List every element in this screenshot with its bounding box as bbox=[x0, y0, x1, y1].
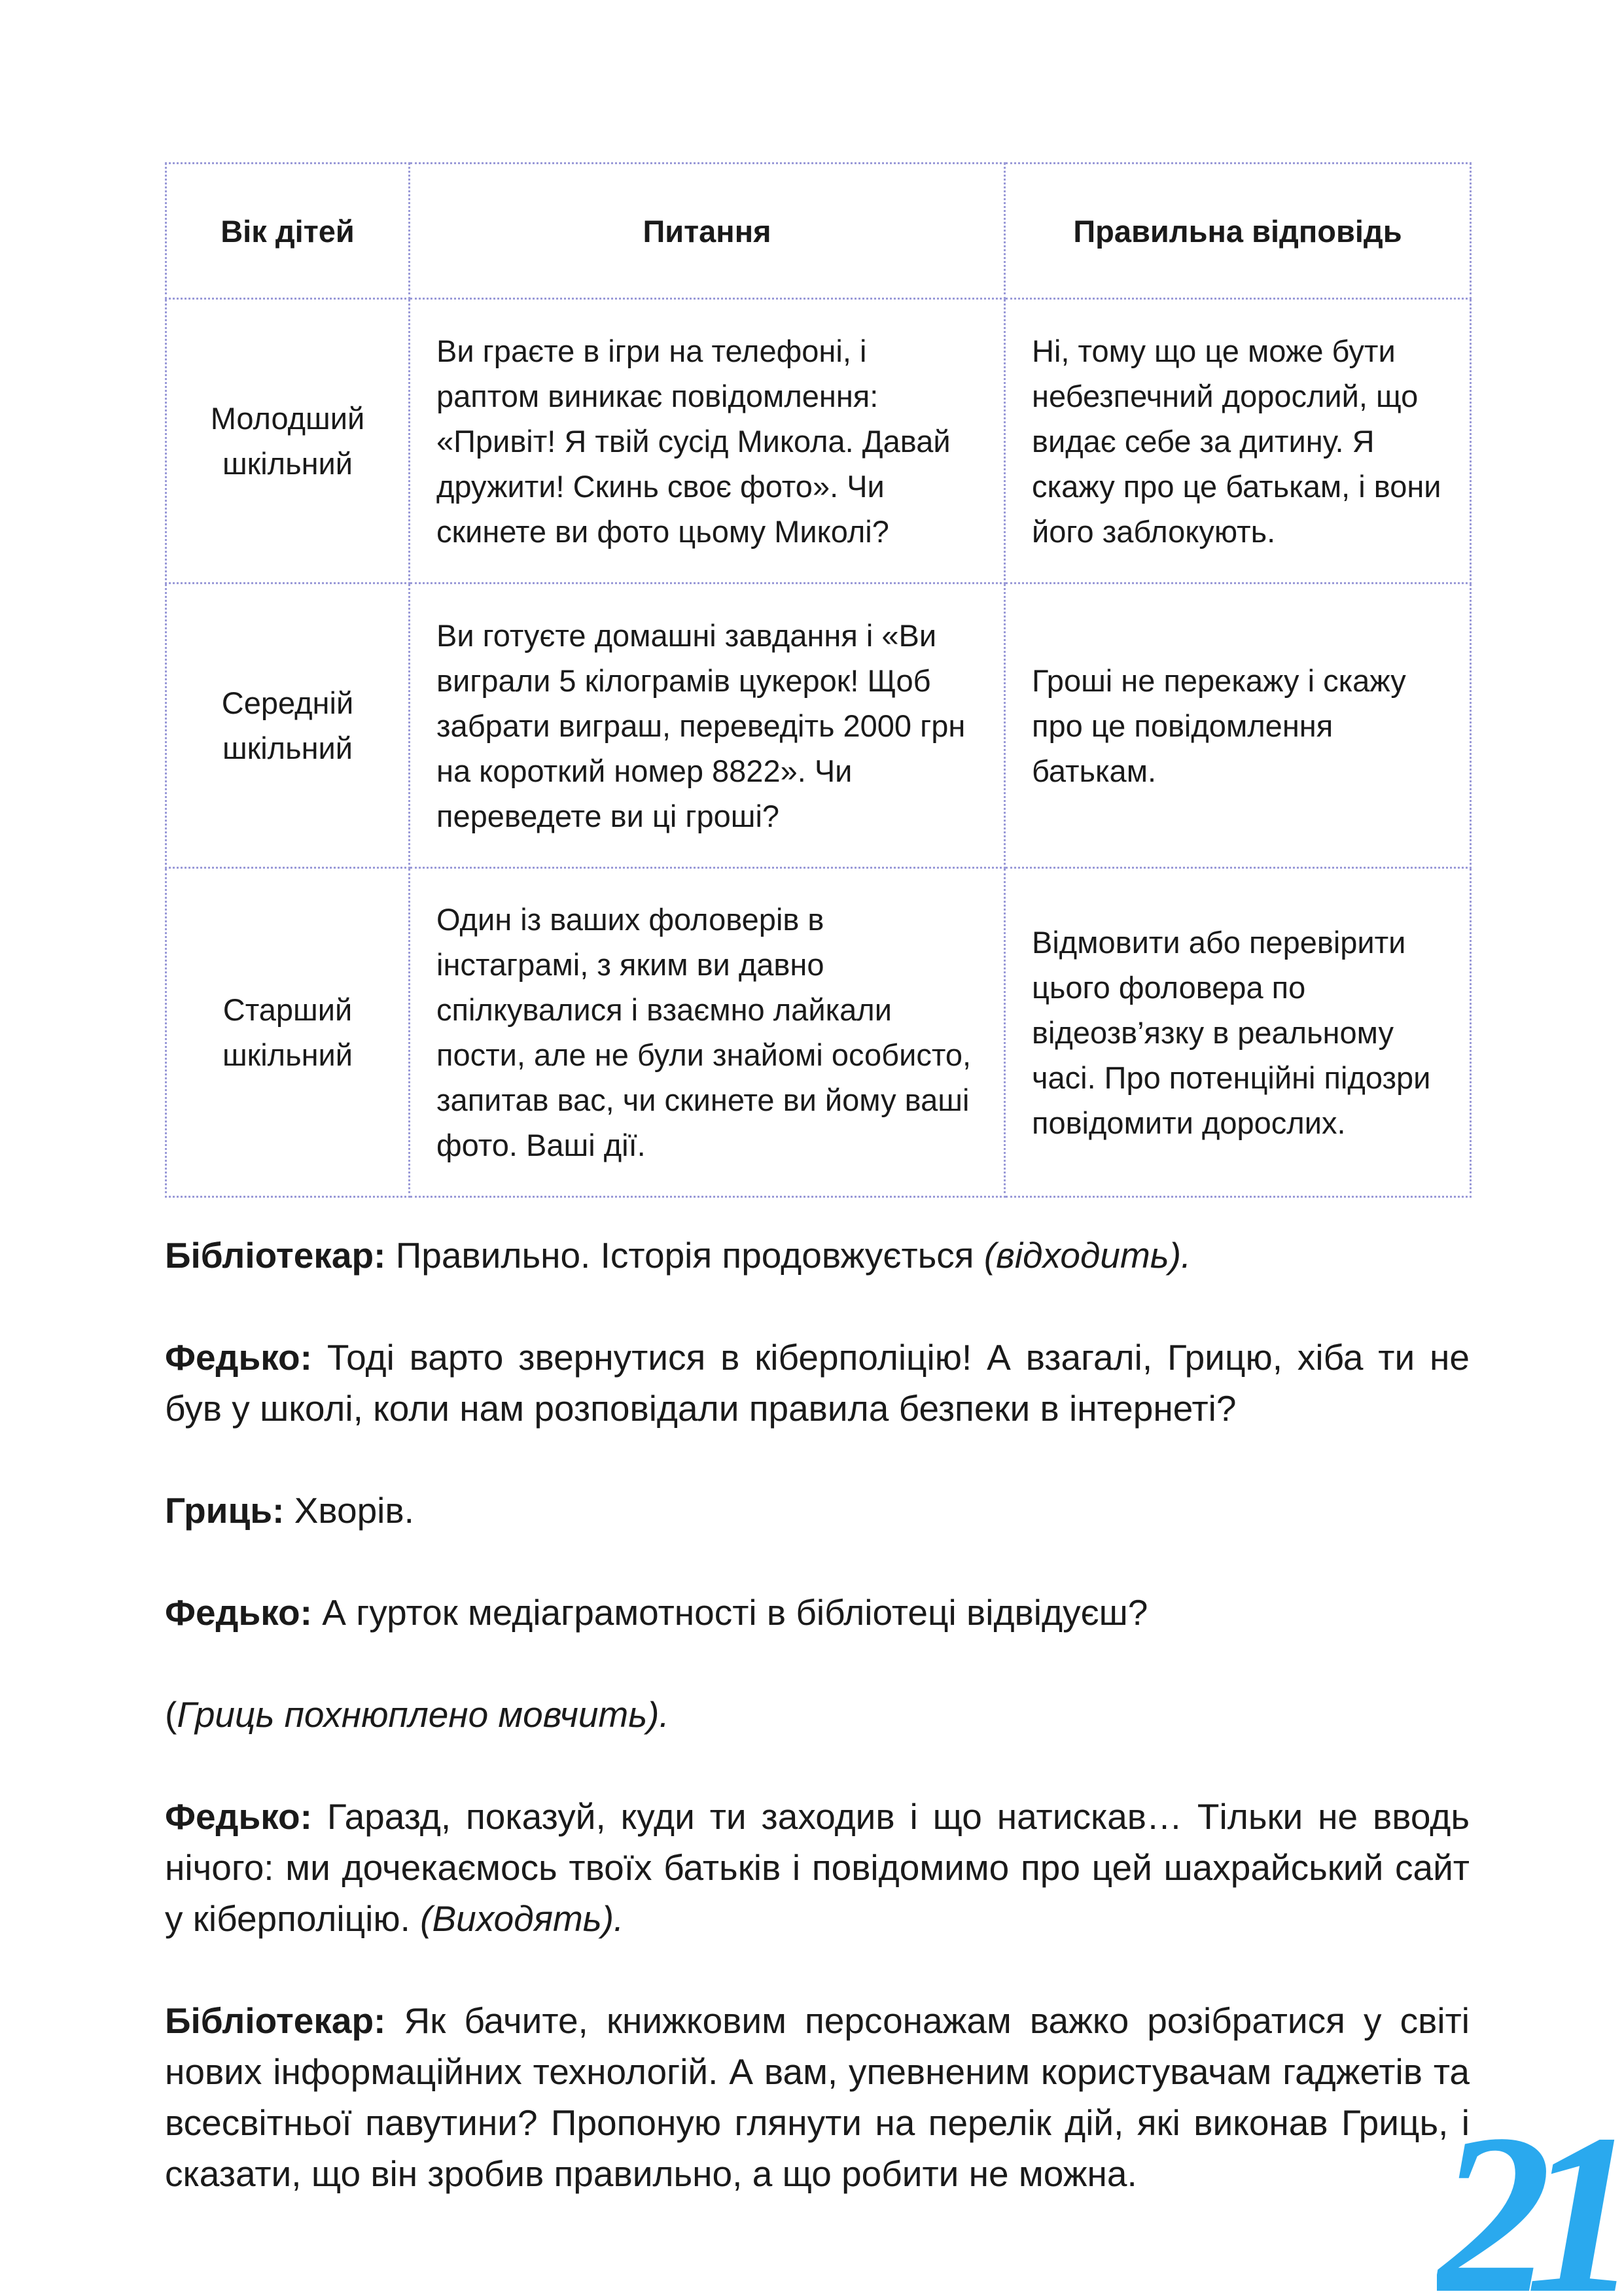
answer-cell: Відмовити або перевірити цього фоловера по відеозв’язку в реальному часі. Про потенційні підозри повідомити дорослих. bbox=[1005, 868, 1471, 1197]
dialogue-line bbox=[165, 1230, 1470, 1281]
age-cell bbox=[166, 583, 410, 868]
table-row bbox=[166, 299, 1471, 583]
header-age: Вік дітей bbox=[166, 164, 410, 299]
question-cell: Ви готуєте домашні завдання і «Ви виграли 5 кілограмів цукерок! Щоб забрати виграш, переведіть 2000 грн на короткий номер 8822». Чи переведете ви ці гроші? bbox=[410, 583, 1005, 868]
dialogue-line bbox=[165, 1689, 1470, 1740]
line-text: Правильно. Історія продовжується bbox=[385, 1235, 984, 1276]
line-text: Тоді варто звернутися в кіберполіцію! А взагалі, Грицю, хіба ти не був у школі, коли нам розповідали правила безпеки в інтернеті? bbox=[165, 1337, 1470, 1429]
dialogue-line bbox=[165, 1995, 1470, 2199]
line-text: ( bbox=[165, 1694, 177, 1735]
dialogue-line bbox=[165, 1791, 1470, 1944]
stage-direction: Гриць похнюплено мовчить). bbox=[177, 1694, 669, 1735]
age-text: Молодший шкільний bbox=[210, 401, 365, 481]
table-header-row bbox=[166, 164, 1471, 299]
quiz-table bbox=[165, 162, 1472, 1198]
age-cell bbox=[166, 299, 410, 583]
age-text: Середній шкільний bbox=[221, 686, 354, 765]
line-text: А гурток медіаграмотності в бібліотеці відвідуєш? bbox=[311, 1592, 1148, 1633]
table-row bbox=[166, 868, 1471, 1197]
speaker: Федько: bbox=[165, 1337, 312, 1378]
speaker: Федько: bbox=[165, 1592, 312, 1633]
question-cell: Один із ваших фоловерів в інстаграмі, з яким ви давно спілкувалися і взаємно лайкали пости, але не були знайомі особисто, запитав вас, чи скинете ви йому ваші фото. Ваші дії. bbox=[410, 868, 1005, 1197]
stage-direction: (відходить). bbox=[983, 1235, 1192, 1276]
answer-cell: Ні, тому що це може бути небезпечний дорослий, що видає себе за дитину. Я скажу про це батькам, і вони його заблокують. bbox=[1005, 299, 1471, 583]
stage-direction: (Виходять). bbox=[420, 1898, 624, 1939]
speaker: Гриць: bbox=[165, 1490, 285, 1531]
page-number bbox=[1437, 2119, 1624, 2296]
header-answer: Правильна відповідь bbox=[1005, 164, 1471, 299]
question-cell: Ви граєте в ігри на телефоні, і раптом виникає повідомлення: «Привіт! Я твій сусід Микола. Давай дружити! Скинь своє фото». Чи скинете ви фото цьому Миколі? bbox=[410, 299, 1005, 583]
line-text: Як бачите, книжковим персонажам важко розібратися у світі нових інформаційних технологій. А вам, упевненим користувачам гаджетів та всесвітньої павутини? Пропоную глянути на перелік дій, які виконав Гриць, і сказати, що він зробив правильно, а що робити не можна. bbox=[165, 2000, 1470, 2194]
speaker: Бібліотекар: bbox=[165, 2000, 386, 2041]
dialogue-line bbox=[165, 1485, 1470, 1536]
speaker: Федько: bbox=[165, 1796, 312, 1837]
age-text: Старший шкільний bbox=[222, 992, 353, 1072]
speaker: Бібліотекар: bbox=[165, 1235, 386, 1276]
page-number-text: 21 bbox=[1437, 2119, 1614, 2296]
line-text: Хворів. bbox=[284, 1490, 414, 1531]
header-question: Питання bbox=[410, 164, 1005, 299]
line-text: Гаразд, показуй, куди ти заходив і що натискав… Тільки не вводь нічого: ми дочекаємось твоїх батьків і повідомимо про цей шахрайський сайт у кіберполіцію. bbox=[165, 1796, 1470, 1939]
dialogue bbox=[165, 1230, 1470, 2250]
age-cell bbox=[166, 868, 410, 1197]
dialogue-line bbox=[165, 1587, 1470, 1638]
table-row bbox=[166, 583, 1471, 868]
answer-cell: Гроші не перекажу і скажу про це повідомлення батькам. bbox=[1005, 583, 1471, 868]
dialogue-line bbox=[165, 1332, 1470, 1434]
